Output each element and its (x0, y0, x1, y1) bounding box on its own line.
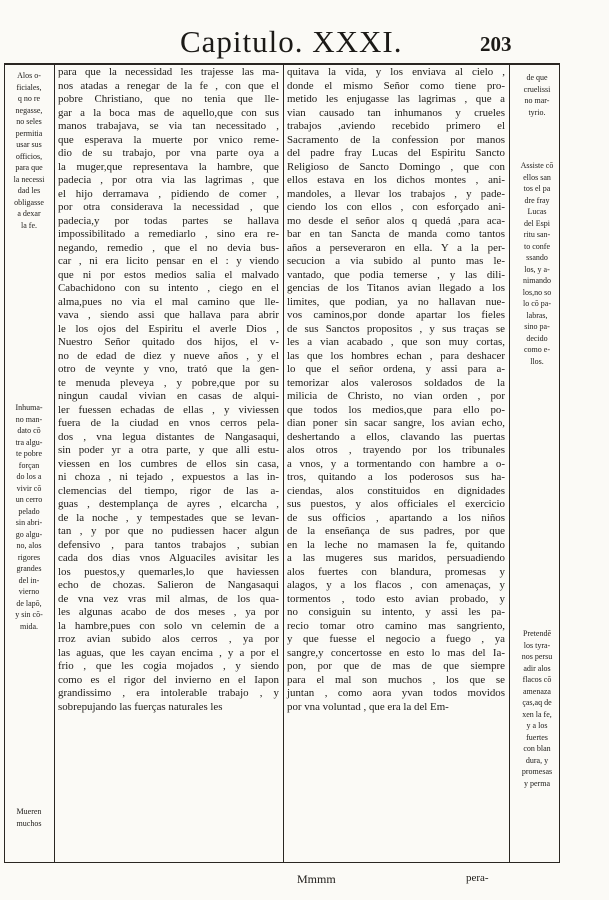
margin-note-line: ssando (526, 253, 548, 262)
text-line: padecia , por otra via las lagrimas , que (58, 174, 279, 186)
text-line: les a vian acabado , que son muy cortas, (287, 336, 505, 348)
margin-note-line: ças,aq de (522, 698, 552, 707)
margin-note-line: tra algu- (15, 437, 43, 447)
text-line: alma,pues no via el mal camino que lle- (58, 295, 279, 308)
catchword: pera- (466, 872, 489, 884)
margin-note-line: promesas (521, 767, 553, 776)
text-line: deshertando a ellos, clavando las puertas (287, 430, 505, 443)
text-line: rroz avian subido alos cerros , ya por (58, 633, 279, 645)
text-line: vava , siendo assi que hallava para abrir (58, 309, 279, 321)
margin-note-line: amenaza (523, 686, 551, 696)
text-line: pon, por que de mas de que siempre (287, 660, 505, 672)
margin-note-right-1 (514, 72, 560, 118)
margin-note-line: la necessi (13, 174, 45, 184)
margin-note-line: Mueren (16, 807, 42, 816)
margin-note-line: los,no so (522, 287, 552, 297)
margin-note-line: cruelissi (523, 84, 551, 94)
margin-note-line: dre fray (524, 195, 550, 205)
header-rule (4, 63, 560, 65)
margin-note-line: de que (526, 73, 548, 82)
margin-note-right-3 (514, 628, 560, 789)
margin-note-line: te pobre (16, 449, 42, 458)
text-line: de sus Sanctos propositos , y sus traças se (287, 322, 505, 335)
left-margin-rule (54, 63, 55, 863)
text-line: las aguas, que les cayan encima , y a por el (58, 646, 279, 659)
text-line: el hijo derramava , pidiendo de comer , (58, 187, 279, 200)
text-line: sus puestos, y alos officiales el exercicio (287, 498, 505, 510)
signature-mark: Mmmm (297, 872, 336, 886)
chapter-heading: Capitulo. XXXI. (180, 24, 403, 59)
margin-note-line: y perma (524, 778, 550, 788)
margin-note-line: un cerro (15, 495, 43, 504)
margin-note-line: con blan (523, 744, 551, 753)
text-line: frio , que les cogia mojados , y siendo (58, 660, 279, 672)
outer-left-rule (4, 63, 5, 863)
margin-note-line: del Espi (524, 218, 550, 228)
text-line: de sus officios , apartando a los niños (287, 511, 505, 524)
text-line: para el mal son muchos , los que se (287, 673, 505, 686)
text-line: alos fuertes con blandura, promesas y (287, 565, 505, 578)
margin-note-line: de lapō, (16, 598, 42, 608)
text-line: sobrepujando las fuerças naturales les (58, 700, 223, 713)
text-line: gar a la boca mas de aquello,que con sus (58, 106, 279, 119)
text-column-right (287, 66, 505, 714)
margin-note-line: to confe (524, 241, 550, 251)
margin-note-line: la fe. (21, 220, 37, 230)
text-line: milicia de Christo, no vian orden , por (287, 390, 505, 402)
text-line: alagos, y a los flacos , con amenaças, y (287, 579, 505, 591)
text-line: les algunas acabo de dos meses , ya por (58, 606, 279, 618)
margin-note-line: obligasse (14, 197, 44, 207)
text-line: de la enseñança de sus padres, por que (287, 525, 505, 537)
text-line: te menuda pleveya , y pobre,que por su (58, 376, 279, 389)
margin-note-line: no, alos (16, 541, 42, 550)
margin-note-line: sino pa- (524, 322, 550, 331)
margin-note-line: permitia (15, 128, 43, 138)
margin-note-line: Lucas (527, 207, 547, 216)
text-line: la muger,que representava la hambre, que (58, 160, 279, 173)
text-line: dian poner sin sacar sangre, los avian echo, (287, 417, 505, 429)
text-line: viessen en los cumbres de ellos sin casa, (58, 457, 279, 470)
text-line: tros, quitando a los poderosos sus ha- (287, 471, 505, 483)
margin-note-line: xen la fe, (522, 709, 552, 719)
text-line: Nuestro Señor quitado dos hijos, el v- (58, 336, 279, 348)
text-line: de vna vez vras mil almas, de los qua- (58, 592, 279, 605)
text-line: que todos los medios,que para ello po- (287, 403, 505, 416)
text-line: por otra considerava la necessidad , que (58, 201, 279, 213)
margin-note-line: adir alos (523, 663, 551, 673)
text-line: otro de veynte y vno, trató que la gen- (58, 363, 279, 375)
text-line: Cabachidono con su intento , ciego en el (58, 282, 279, 294)
margin-note-line: dato cō (17, 426, 41, 435)
margin-note-line: pelado (18, 506, 40, 516)
text-line: car , ni era licito pensar en el : y viendo (58, 255, 279, 267)
text-line: no de edad de diez y nueve años , y el (58, 349, 279, 362)
text-line: que ni por estos medios salia el malvado (58, 268, 279, 281)
text-line: vantado, que podia temerse , y las dili- (287, 268, 505, 281)
text-line: negando, remedio , que el no devia bus- (58, 241, 279, 254)
text-line: bar en tan Sancta de manda como tantos (287, 228, 505, 240)
margin-note-line: tos el pa (523, 184, 551, 193)
text-line: gencias de los Titanos avian llegado a los (287, 282, 505, 294)
text-line: ler fuessen echadas de ellas , y viviessen (58, 403, 279, 416)
margin-note-line: nimando (523, 276, 551, 285)
text-line: grandissimo , era intolerable trabajo , y (58, 687, 279, 699)
margin-note-line: los, y a- (524, 264, 550, 274)
margin-note-line: officios, (15, 151, 43, 161)
column-divider-rule (283, 63, 284, 863)
margin-note-line: mida. (20, 621, 38, 631)
margin-note-line: sin abri- (15, 518, 43, 527)
footer-rule (4, 862, 560, 863)
margin-note-line: ellos san (523, 172, 551, 182)
text-line: tormentos , todo esto avian probado, y (287, 592, 505, 605)
text-line: impossibilitado a remediarlo , sino era re- (58, 228, 279, 240)
text-line: dos , vna legua distantes de Nangasaqui, (58, 430, 279, 443)
text-line: ciendo los con ellos , con esforçado ani- (287, 201, 505, 213)
text-line: secucion a via subido al punto mas le- (287, 255, 505, 267)
margin-note-line: muchos (16, 818, 42, 828)
text-line: limites, que podian, ya no hallavan nue- (287, 295, 505, 308)
text-line: los puestos,y quemarles,lo que haviessen (58, 565, 279, 578)
text-line: sin poder yr a otra parte, y que alli estu- (58, 444, 279, 456)
text-line: Sacramento de la confession por manos (287, 133, 505, 146)
text-line: recio tomar otro camino mas sangriento, (287, 619, 505, 632)
margin-note-line: q no re (17, 94, 41, 103)
text-line: cada dos dias vnos Alguaciles avisitar les (58, 552, 279, 564)
text-line: guas , destemplança de ayres , elcarcha , (58, 498, 279, 510)
margin-note-left-3 (6, 806, 52, 829)
margin-note-line: labras, (526, 310, 548, 320)
margin-note-line: rigores (17, 552, 41, 562)
text-line: fuera de la ciudad en vnos cerros pela- (58, 417, 279, 429)
text-line: a vnos, y a tormentando con hambre a o- (287, 457, 505, 470)
text-line: a las mugeres sus maridos, persuadiendo (287, 552, 505, 564)
margin-note-line: negasse, (15, 105, 43, 115)
text-line: ciendas, alos constituidos en dignidades (287, 484, 505, 497)
text-line: quitava la vida, y los enviava al cielo , (287, 66, 505, 78)
text-line: no consiguin su intento, y assi les pa- (287, 606, 505, 618)
text-line: en la leche no mamasen la fe, quitando (287, 538, 505, 551)
margin-note-line: go algu- (15, 529, 43, 539)
text-line: echo de chozas. Salieron de Nangasaqui (58, 579, 279, 591)
margin-note-line: Alos o- (17, 71, 41, 80)
margin-note-line: y sin cō- (15, 610, 43, 619)
text-line: alos otros , trayendo por los tribunales (287, 444, 505, 456)
text-line: por vna voluntad , que era la del Em- (287, 700, 449, 713)
margin-note-line: vivir cō (16, 483, 42, 493)
margin-note-line: y a los (526, 721, 548, 730)
margin-note-line: dad les (17, 186, 41, 195)
text-line: dio de su trabajo, por vna parte oya a (58, 147, 279, 159)
margin-note-line: flacos cō (522, 675, 552, 684)
text-line: padecia,y por todas partes se hallava (58, 214, 279, 227)
text-line: lo que el señor ordena, y assi para a- (287, 363, 505, 375)
margin-note-line: nos persu (521, 652, 553, 661)
margin-note-left-1 (6, 70, 52, 231)
text-line: pobre Christiano, que no tenia que lle- (58, 93, 279, 105)
text-line: para que la necessidad les trajesse las ma- (58, 66, 279, 78)
text-column-left (58, 66, 279, 714)
margin-note-line: dura, y (525, 755, 549, 765)
text-line: mo desde el señor alos q quedá ,para aca- (287, 214, 505, 227)
margin-note-line: no seles (16, 117, 42, 126)
text-line: juntan , como aora yvan todos movidos (287, 687, 505, 699)
text-line: vos caminos,por donde apartar los fieles (287, 309, 505, 321)
margin-note-line: grandes (16, 564, 42, 573)
text-line: de la noche , y tempestades que se levan- (58, 511, 279, 524)
text-line: metido les enjugasse las lagrimas , que a (287, 93, 505, 105)
margin-note-line: para que (15, 163, 43, 172)
text-line: años a perseveraron en ella. Y a la per- (287, 241, 505, 254)
text-line: ni choza , ni tejado , expuestos a las in- (58, 471, 279, 483)
margin-note-line: Inhuma- (15, 403, 43, 412)
margin-note-line: do los a (16, 472, 42, 481)
text-line: defensivo , para tantos trabajos , subian (58, 538, 279, 551)
margin-note-line: llos. (530, 356, 544, 366)
margin-note-line: no man- (15, 414, 43, 424)
margin-note-right-2 (514, 160, 560, 367)
margin-note-line: tyrio. (528, 107, 546, 117)
text-line: Religioso de Sancto Domingo , que con (287, 160, 505, 173)
margin-note-line: usar sus (16, 140, 42, 149)
text-line: las que los hombres echan , para deshacer (287, 349, 505, 362)
text-line: trabajos ,aviendo recebido primero el (287, 120, 505, 132)
text-line: ningun caudal vivian en casas de alqui- (58, 390, 279, 402)
margin-note-line: forçan (18, 460, 40, 470)
text-line: la hambre,pues con solo vn celemin de a (58, 619, 279, 632)
margin-note-line: los tyra- (523, 640, 551, 650)
text-line: sangre,y concertosse en esto lo mas del Ia- (287, 646, 505, 659)
text-line: ellos estava en los dichos montes , ani- (287, 174, 505, 186)
text-line: vian causado tan inhumanos y crueles (287, 106, 505, 119)
text-line: le los ojos del Espiritu el averle Dios , (58, 322, 279, 335)
margin-note-line: Pretendē (523, 629, 551, 638)
margin-note-line: Assiste cō (520, 161, 554, 170)
right-margin-rule (509, 63, 510, 863)
text-line: mandoles, a llevar los trabajos , y pade- (287, 187, 505, 200)
text-line: temorizar alos valerosos soldados de la (287, 376, 505, 389)
margin-note-left-2 (6, 402, 52, 632)
margin-note-line: vierno (18, 587, 40, 596)
text-line: donde el mismo Señor como tiene pro- (287, 79, 505, 92)
margin-note-line: del in- (18, 575, 40, 585)
text-line: del padre fray Lucas del Espiritu Sancto (287, 147, 505, 159)
text-line: manos trabajava, se via tan necessitado , (58, 120, 279, 132)
margin-note-line: como e- (524, 345, 550, 354)
text-line: tan , y por que no pudiessen hacer algun (58, 525, 279, 537)
text-line: y que fuesse el negocio a fuego , ya (287, 633, 505, 645)
text-line: como es el rigor del invierno en el Iapon (58, 673, 279, 686)
margin-note-line: fuertes (526, 732, 548, 742)
page-number: 203 (480, 32, 512, 56)
margin-note-line: decido (526, 333, 548, 343)
text-line: que esperava la muerte por vnico reme- (58, 133, 279, 146)
margin-note-line: no mar- (524, 96, 550, 105)
margin-note-line: ficiales, (16, 82, 42, 92)
page-header (0, 24, 609, 68)
text-line: nos atadas a renegar de la fe , con que el (58, 79, 279, 92)
text-line: clemencias del tiempo, rigor de las a- (58, 484, 279, 497)
margin-note-line: lo cō pa- (523, 299, 551, 308)
margin-note-line: a dexar (17, 209, 41, 218)
margin-note-line: ritu san- (523, 230, 551, 239)
